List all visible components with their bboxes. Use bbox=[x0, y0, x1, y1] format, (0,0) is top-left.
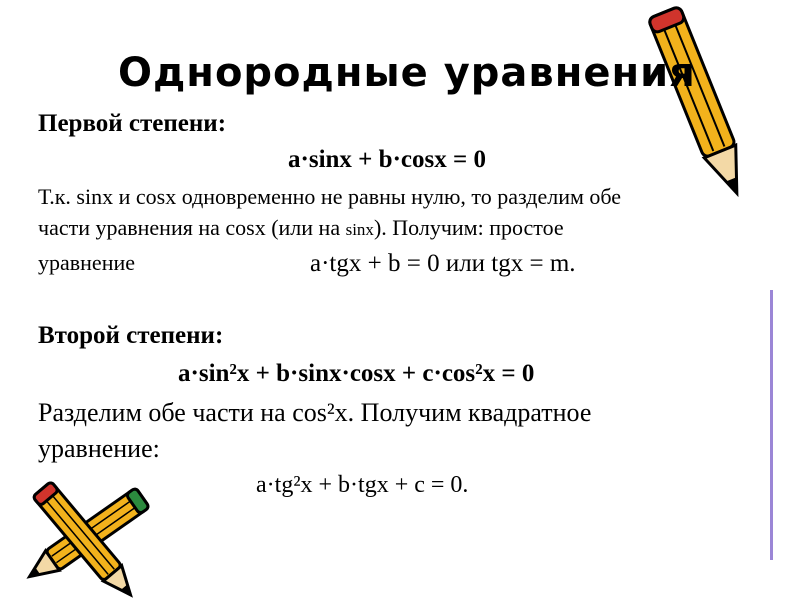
first-degree-explanation-2 bbox=[38, 215, 564, 241]
explanation-word: уравнение bbox=[38, 250, 136, 275]
explanation-small-text: sinx bbox=[345, 220, 374, 239]
first-degree-heading: Первой степени: bbox=[38, 110, 227, 137]
first-degree-explanation-1: Т.к. sinx и cosx одновременно не равны нулю, то разделим обе bbox=[38, 184, 622, 209]
page-title: Однородные уравнения bbox=[118, 50, 696, 96]
explanation-text-end: ). Получим: простое bbox=[373, 215, 564, 240]
first-degree-equation: a·sinx + b·cosx = 0 bbox=[288, 146, 486, 173]
second-degree-explanation-2: уравнение: bbox=[38, 434, 160, 463]
second-degree-explanation-1: Разделим обе части на cos²x. Получим квадратное bbox=[38, 398, 592, 427]
explanation-text: части уравнения на cosx (или на bbox=[38, 215, 346, 240]
crossed-pencils-icon bbox=[0, 478, 170, 600]
pencil-icon bbox=[640, 0, 765, 215]
accent-line bbox=[770, 290, 773, 560]
first-degree-result-line bbox=[38, 250, 738, 284]
second-degree-result: a·tg²x + b·tgx + c = 0. bbox=[256, 472, 469, 498]
first-degree-result: a·tgx + b = 0 или tgx = m. bbox=[310, 250, 576, 277]
second-degree-equation: a·sin²x + b·sinx·cosx + c·cos²x = 0 bbox=[178, 360, 535, 387]
second-degree-heading: Второй степени: bbox=[38, 322, 224, 349]
